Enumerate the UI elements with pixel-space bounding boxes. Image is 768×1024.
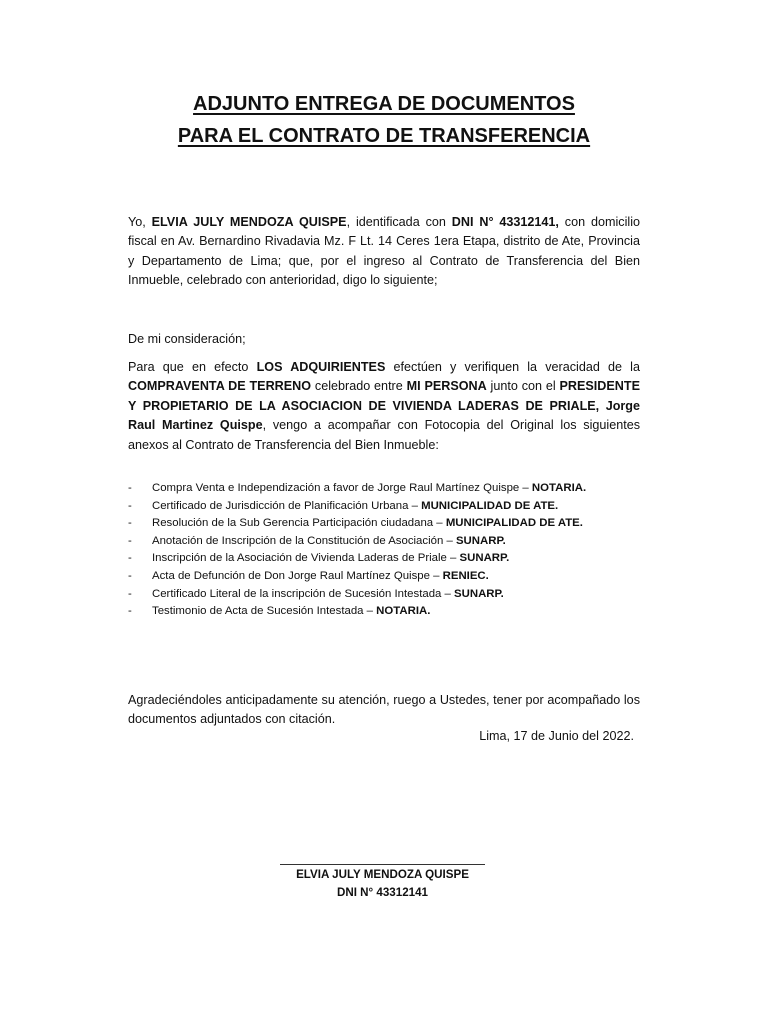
- intro-paragraph: Yo, ELVIA JULY MENDOZA QUISPE, identificada con DNI N° 43312141, con domicilio fiscal en Av. Bernardino Rivadavia Mz. F Lt. 14 Ceres 1era Etapa, distrito de Ate, Provincia y Departamento de Lima; que, por el ingreso al Contrato de Transferencia del Bien Inmueble, celebrado con anterioridad, digo lo siguiente;: [128, 214, 640, 288]
- list-item: - Certificado Literal de la inscripción de Sucesión Intestada – SUNARP.: [128, 587, 504, 600]
- main-paragraph: Para que en efecto LOS ADQUIRIENTES efectúen y verifiquen la veracidad de la COMPRAVENTA DE TERRENO celebrado entre MI PERSONA junto con el PRESIDENTE Y PROPIETARIO DE LA ASOCIACION DE VIVIENDA LADERAS DE PRIALE, Jorge Raul Martinez Quispe, vengo a acompañar con Fotocopia del Original los siguientes anexos al Contrato de Transferencia del Bien Inmueble:: [128, 359, 640, 452]
- list-item: - Testimonio de Acta de Sucesión Intestada – NOTARIA.: [128, 605, 431, 618]
- list-item: - Resolución de la Sub Gerencia Participación ciudadana – MUNICIPALIDAD DE ATE.: [128, 517, 583, 530]
- list-item: - Inscripción de la Asociación de Vivienda Laderas de Priale – SUNARP.: [128, 552, 510, 565]
- title-line-1: ADJUNTO ENTREGA DE DOCUMENTOS: [193, 93, 575, 115]
- date-line: Lima, 17 de Junio del 2022.: [479, 729, 634, 743]
- list-item: - Anotación de Inscripción de la Constitución de Asociación – SUNARP.: [128, 534, 506, 547]
- declarant-dni: DNI N° 43312141,: [451, 214, 559, 229]
- declarant-name: ELVIA JULY MENDOZA QUISPE: [151, 214, 347, 229]
- list-item: - Certificado de Jurisdicción de Planificación Urbana – MUNICIPALIDAD DE ATE.: [128, 499, 559, 512]
- title-line-2: PARA EL CONTRATO DE TRANSFERENCIA: [177, 125, 591, 147]
- closing-paragraph: Agradeciéndoles anticipadamente su atención, ruego a Ustedes, tener por acompañado los documentos adjuntados con citación.: [128, 692, 640, 727]
- consideration-line: De mi consideración;: [128, 331, 246, 346]
- list-item: - Compra Venta e Independización a favor de Jorge Raul Martínez Quispe – NOTARIA.: [128, 482, 587, 494]
- document-title: [0, 88, 768, 152]
- signature-dni: DNI N° 43312141: [336, 886, 428, 899]
- list-item: - Acta de Defunción de Don Jorge Raul Martínez Quispe – RENIEC.: [128, 569, 489, 582]
- signature-name: ELVIA JULY MENDOZA QUISPE: [296, 868, 469, 881]
- annex-list: [128, 480, 640, 621]
- signature-block: [280, 864, 485, 902]
